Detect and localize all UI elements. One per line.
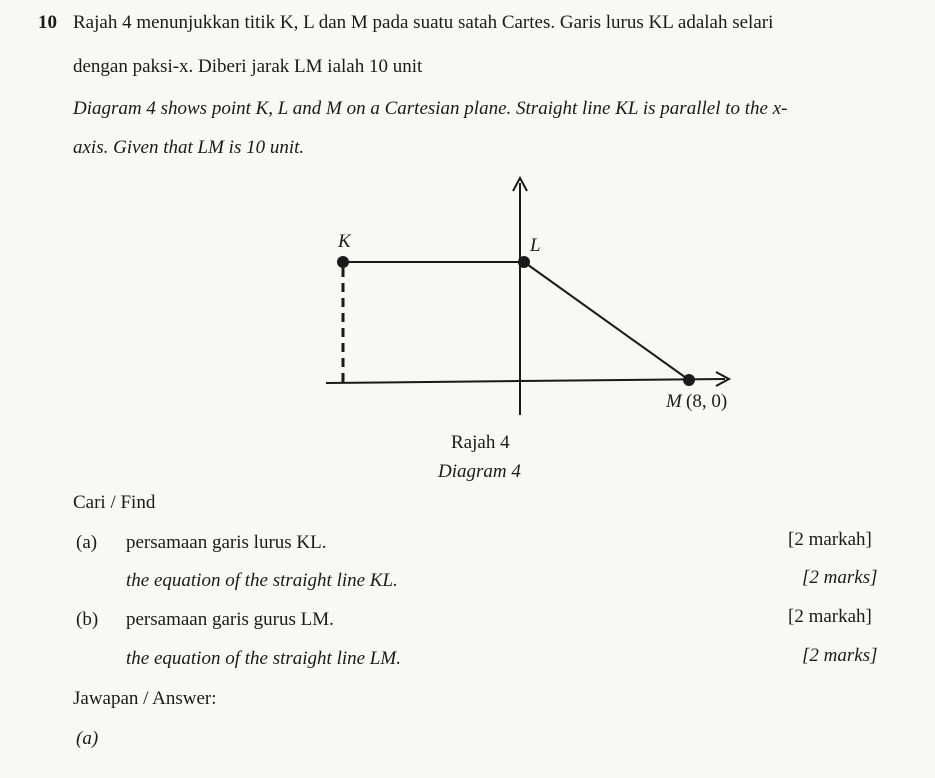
answer-part-a-letter: (a) xyxy=(76,728,99,749)
diagram-caption-english: Diagram 4 xyxy=(438,461,521,482)
answer-label: Jawapan / Answer: xyxy=(73,688,217,709)
part-b-english-marks: [2 marks] xyxy=(802,645,878,666)
part-b-malay: persamaan garis gurus LM. xyxy=(126,609,334,630)
point-k-dot xyxy=(337,256,349,268)
diagram-caption-malay: Rajah 4 xyxy=(451,432,510,453)
part-a-english: the equation of the straight line KL. xyxy=(126,570,398,591)
point-m-dot xyxy=(683,374,695,386)
point-l-dot xyxy=(518,256,530,268)
label-k: K xyxy=(338,231,351,252)
label-l: L xyxy=(530,235,541,256)
question-text-english-line1: Diagram 4 shows point K, L and M on a Cartesian plane. Straight line KL is parallel to the x- xyxy=(73,98,788,119)
part-b-english: the equation of the straight line LM. xyxy=(126,648,401,669)
part-a-english-marks: [2 marks] xyxy=(802,567,878,588)
part-a-letter: (a) xyxy=(76,532,98,553)
question-text-malay-line2: dengan paksi-x. Diberi jarak LM ialah 10 unit xyxy=(73,56,423,77)
part-a-malay-marks: [2 markah] xyxy=(788,529,872,550)
question-text-english-line2: axis. Given that LM is 10 unit. xyxy=(73,137,305,158)
part-b-letter: (b) xyxy=(76,609,99,630)
question-text-malay-line1: Rajah 4 menunjukkan titik K, L dan M pada suatu satah Cartes. Garis lurus KL adalah selari xyxy=(73,12,774,33)
find-label: Cari / Find xyxy=(73,492,156,513)
part-a-malay: persamaan garis lurus KL. xyxy=(126,532,327,553)
question-number: 10 xyxy=(38,12,57,33)
x-axis xyxy=(326,379,725,383)
label-m-coordinate: (8, 0) xyxy=(686,391,728,412)
label-m: M xyxy=(666,391,682,412)
part-b-malay-marks: [2 markah] xyxy=(788,606,872,627)
line-lm xyxy=(524,262,689,380)
